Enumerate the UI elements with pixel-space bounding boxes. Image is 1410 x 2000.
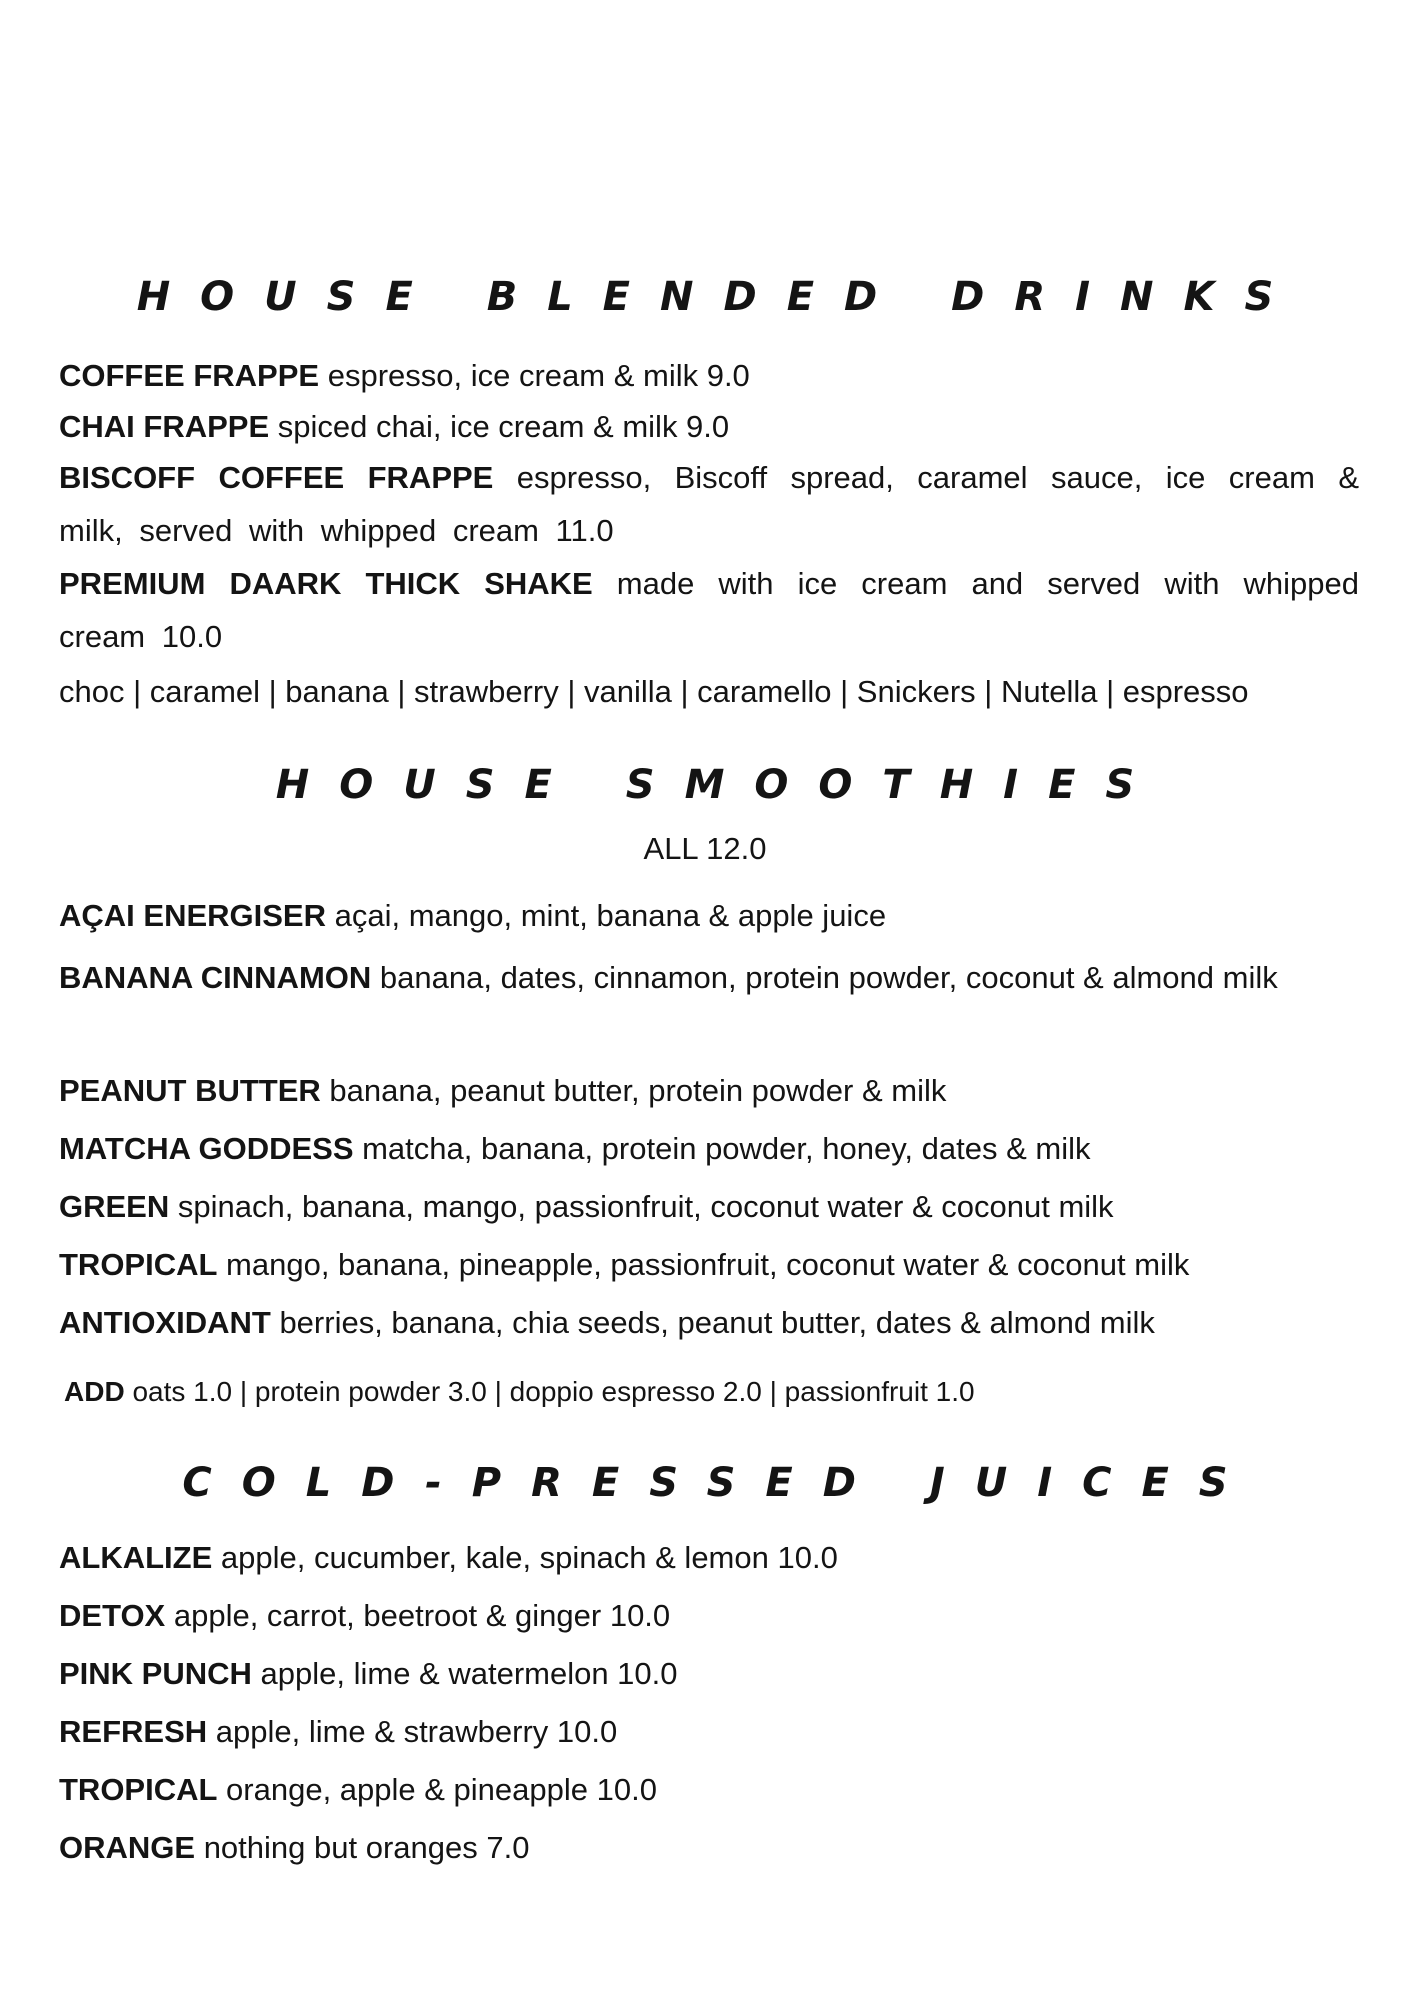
menu-item — [59, 1594, 1359, 1638]
menu-item — [59, 1536, 1359, 1580]
item-description: apple, cucumber, kale, spinach & lemon 10.0 — [212, 1540, 838, 1575]
item-name: AÇAI ENERGISER — [59, 898, 326, 933]
menu-item — [59, 1127, 1359, 1171]
menu-item — [59, 1652, 1359, 1696]
item-name: PEANUT BUTTER — [59, 1073, 321, 1108]
menu-item — [59, 1301, 1359, 1345]
item-description: spiced chai, ice cream & milk 9.0 — [269, 409, 730, 444]
item-description: apple, carrot, beetroot & ginger 10.0 — [165, 1598, 671, 1633]
menu-item — [59, 1243, 1359, 1287]
item-name: DETOX — [59, 1598, 166, 1633]
item-description: espresso, Biscoff spread, caramel sauce, ice cream & milk, served with whipped cream 11.0 — [59, 460, 1359, 548]
item-name: ORANGE — [59, 1830, 196, 1865]
item-name: REFRESH — [59, 1714, 208, 1749]
blended-drinks-heading: HOUSE BLENDED DRINKS — [136, 274, 1304, 320]
item-name: TROPICAL — [59, 1772, 218, 1807]
item-description: espresso, ice cream & milk 9.0 — [319, 358, 750, 393]
menu-item — [59, 1826, 1359, 1870]
menu-item — [59, 354, 1359, 398]
item-description: nothing but oranges 7.0 — [195, 1830, 530, 1865]
item-description: banana, dates, cinnamon, protein powder, coconut & almond milk — [371, 960, 1278, 995]
add-ons-text: oats 1.0 | protein powder 3.0 | doppio espresso 2.0 | passionfruit 1.0 — [124, 1376, 975, 1407]
menu-item — [59, 1710, 1359, 1754]
item-name: PREMIUM DAARK THICK SHAKE — [59, 566, 593, 601]
item-description: açai, mango, mint, banana & apple juice — [325, 898, 887, 933]
item-name: TROPICAL — [59, 1247, 218, 1282]
item-description: orange, apple & pineapple 10.0 — [217, 1772, 657, 1807]
item-name: ALKALIZE — [59, 1540, 213, 1575]
menu-item — [59, 451, 1359, 557]
menu-item — [59, 405, 1359, 449]
add-label: ADD — [64, 1376, 125, 1407]
item-name: PINK PUNCH — [59, 1656, 252, 1691]
item-name: CHAI FRAPPE — [59, 409, 270, 444]
menu-item — [59, 1185, 1359, 1229]
item-description: made with ice cream and served with whipped cream 10.0 — [59, 566, 1359, 654]
item-description: apple, lime & watermelon 10.0 — [251, 1656, 678, 1691]
item-name: COFFEE FRAPPE — [59, 358, 320, 393]
menu-item — [59, 1069, 1359, 1113]
item-description: apple, lime & strawberry 10.0 — [207, 1714, 618, 1749]
item-description: spinach, banana, mango, passionfruit, coconut water & coconut milk — [169, 1189, 1114, 1224]
item-description: matcha, banana, protein powder, honey, dates & milk — [353, 1131, 1091, 1166]
smoothies-price-note: ALL 12.0 — [643, 831, 767, 866]
item-description: berries, banana, chia seeds, peanut butter, dates & almond milk — [270, 1305, 1155, 1340]
menu-item — [59, 894, 1359, 938]
flavour-options: choc | caramel | banana | strawberry | vanilla | caramello | Snickers | Nutella | espresso — [59, 674, 1249, 709]
juices-heading: COLD-PRESSED JUICES — [182, 1460, 1258, 1506]
menu-item — [59, 557, 1359, 663]
item-name: GREEN — [59, 1189, 170, 1224]
smoothie-add-ons — [64, 1372, 975, 1412]
item-description: banana, peanut butter, protein powder & milk — [320, 1073, 947, 1108]
item-name: MATCHA GODDESS — [59, 1131, 354, 1166]
item-name: BISCOFF COFFEE FRAPPE — [59, 460, 494, 495]
menu-item — [59, 1768, 1359, 1812]
item-description: mango, banana, pineapple, passionfruit, coconut water & coconut milk — [217, 1247, 1190, 1282]
item-name: ANTIOXIDANT — [59, 1305, 271, 1340]
smoothies-heading: HOUSE SMOOTHIES — [275, 762, 1165, 808]
menu-item — [59, 949, 1359, 1007]
item-name: BANANA CINNAMON — [59, 960, 372, 995]
